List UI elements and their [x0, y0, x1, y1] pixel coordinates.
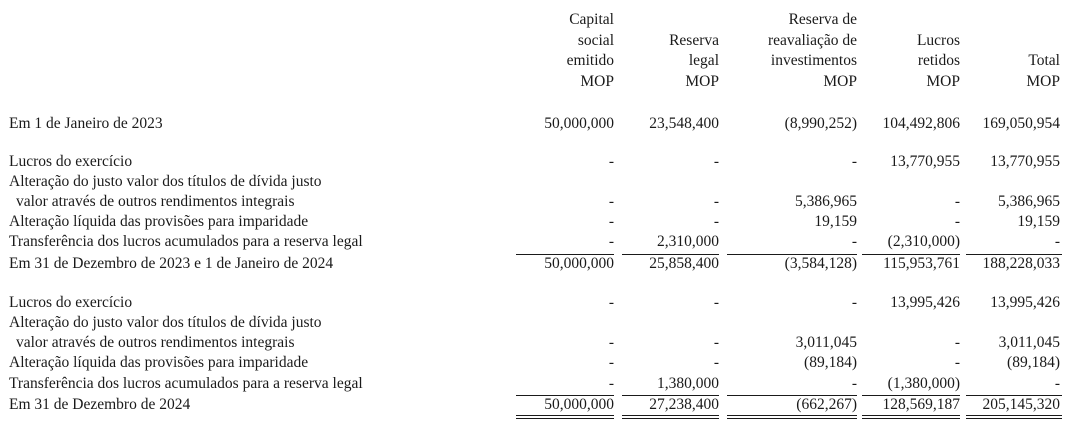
value-capital: 50,000,000 [544, 255, 614, 272]
total-double-rule [622, 418, 719, 419]
table-row-closing-2023 [0, 254, 1081, 274]
value-lucros-retidos: (2,310,000) [887, 233, 960, 250]
header-reserva-legal [619, 10, 719, 90]
table-row [0, 353, 1081, 373]
value-reserva-reavaliacao: 19,159 [814, 213, 857, 230]
value-capital: - [608, 233, 614, 250]
total-double-rule [862, 415, 960, 416]
value-reserva-reavaliacao: 3,011,045 [795, 334, 857, 351]
value-capital: 50,000,000 [544, 396, 614, 413]
row-label: Transferência dos lucros acumulados para a reserva legal [9, 375, 363, 392]
value-total: 13,770,955 [990, 153, 1060, 170]
value-reserva-legal: 27,238,400 [649, 396, 719, 413]
value-capital: - [608, 193, 614, 210]
value-reserva-reavaliacao: (662,267) [796, 396, 857, 413]
value-reserva-reavaliacao: (3,584,128) [784, 255, 857, 272]
value-capital: - [608, 334, 614, 351]
row-label: valor através de outros rendimentos integrais [16, 193, 295, 210]
value-lucros-retidos: - [954, 334, 960, 351]
header-line: MOP [685, 72, 719, 90]
header-line: Capital [569, 11, 614, 28]
value-reserva-legal: 2,310,000 [657, 233, 719, 250]
value-lucros-retidos: 13,995,426 [890, 294, 960, 311]
table-row [0, 212, 1081, 232]
value-total: 205,145,320 [982, 396, 1060, 413]
header-line: Reserva [669, 31, 719, 49]
value-reserva-legal: - [713, 213, 719, 230]
header-line: Lucros [916, 31, 960, 49]
total-double-rule [727, 418, 857, 419]
value-reserva-legal: - [713, 354, 719, 371]
value-lucros-retidos: - [954, 213, 960, 230]
header-line: emitido [566, 52, 614, 69]
table-row [0, 232, 1081, 252]
header-capital-social [514, 10, 614, 90]
table-row [0, 333, 1081, 353]
header-line: social [577, 31, 614, 49]
total-double-rule [516, 415, 614, 416]
value-total: 188,228,033 [982, 255, 1060, 272]
header-line: MOP [580, 72, 614, 90]
header-line: Reserva de [788, 11, 857, 28]
header-total [970, 10, 1060, 90]
table-row-opening-2023 [0, 114, 1081, 134]
value-capital: - [608, 354, 614, 371]
header-line: legal [688, 52, 719, 69]
value-total: 3,011,045 [998, 334, 1060, 351]
value-lucros-retidos: (1,380,000) [887, 375, 960, 392]
value-capital: - [608, 153, 614, 170]
value-capital: 50,000,000 [544, 115, 614, 132]
value-reserva-legal: 1,380,000 [657, 375, 719, 392]
value-reserva-legal: - [713, 294, 719, 311]
value-lucros-retidos: 115,953,761 [883, 255, 960, 272]
header-lucros-retidos [860, 10, 960, 90]
row-label: Em 1 de Janeiro de 2023 [9, 115, 163, 132]
row-label: Alteração líquida das provisões para imparidade [9, 354, 309, 371]
header-line: Total [1028, 52, 1060, 69]
header-line: investimentos [770, 52, 857, 69]
value-capital: - [608, 213, 614, 230]
value-total: - [1054, 375, 1060, 392]
header-line: MOP [1026, 72, 1060, 90]
value-reserva-legal: - [713, 153, 719, 170]
table-row [0, 172, 1081, 192]
total-double-rule [622, 415, 719, 416]
total-double-rule [862, 418, 960, 419]
total-double-rule [966, 415, 1062, 416]
value-reserva-legal: 25,858,400 [649, 255, 719, 272]
value-total: 5,386,965 [998, 193, 1060, 210]
table-row-closing-2024 [0, 395, 1081, 415]
value-lucros-retidos: 13,770,955 [890, 153, 960, 170]
value-reserva-reavaliacao: (8,990,252) [784, 115, 857, 132]
value-reserva-reavaliacao: - [851, 153, 857, 170]
value-lucros-retidos: 128,569,187 [882, 396, 960, 413]
header-line: MOP [926, 72, 960, 90]
table-row [0, 374, 1081, 394]
total-double-rule [966, 418, 1062, 419]
value-reserva-reavaliacao: - [851, 233, 857, 250]
value-lucros-retidos: 104,492,806 [882, 115, 960, 132]
value-capital: - [608, 375, 614, 392]
row-label: Lucros do exercício [9, 153, 133, 170]
table-row [0, 152, 1081, 172]
row-label: Lucros do exercício [9, 294, 133, 311]
value-capital: - [608, 294, 614, 311]
table-row [0, 313, 1081, 333]
row-label: Alteração do justo valor dos títulos de dívida justo [9, 173, 322, 190]
total-double-rule [727, 415, 857, 416]
row-label: Alteração líquida das provisões para imparidade [9, 213, 309, 230]
header-line: MOP [823, 72, 857, 90]
header-line: reavaliação de [767, 31, 857, 49]
table-row [0, 293, 1081, 313]
row-label: Em 31 de Dezembro de 2023 e 1 de Janeiro de 2024 [9, 255, 334, 272]
value-lucros-retidos: - [954, 354, 960, 371]
value-reserva-reavaliacao: - [851, 294, 857, 311]
value-lucros-retidos: - [954, 193, 960, 210]
row-label: Alteração do justo valor dos títulos de dívida justo [9, 314, 322, 331]
row-label: Transferência dos lucros acumulados para a reserva legal [9, 233, 363, 250]
header-reserva-reavaliacao [727, 10, 857, 90]
table-row [0, 192, 1081, 212]
value-total: 13,995,426 [990, 294, 1060, 311]
value-total: - [1054, 233, 1060, 250]
value-reserva-reavaliacao: 5,386,965 [795, 193, 857, 210]
value-total: 169,050,954 [982, 115, 1060, 132]
value-reserva-reavaliacao: (89,184) [804, 354, 857, 371]
row-label: valor através de outros rendimentos integrais [16, 334, 295, 351]
row-label: Em 31 de Dezembro de 2024 [9, 396, 191, 413]
value-reserva-legal: - [713, 334, 719, 351]
value-reserva-legal: - [713, 193, 719, 210]
header-line: retidos [917, 52, 960, 69]
value-reserva-legal: 23,548,400 [649, 115, 719, 132]
total-double-rule [516, 418, 614, 419]
value-total: (89,184) [1007, 354, 1060, 371]
value-total: 19,159 [1017, 213, 1060, 230]
value-reserva-reavaliacao: - [851, 375, 857, 392]
